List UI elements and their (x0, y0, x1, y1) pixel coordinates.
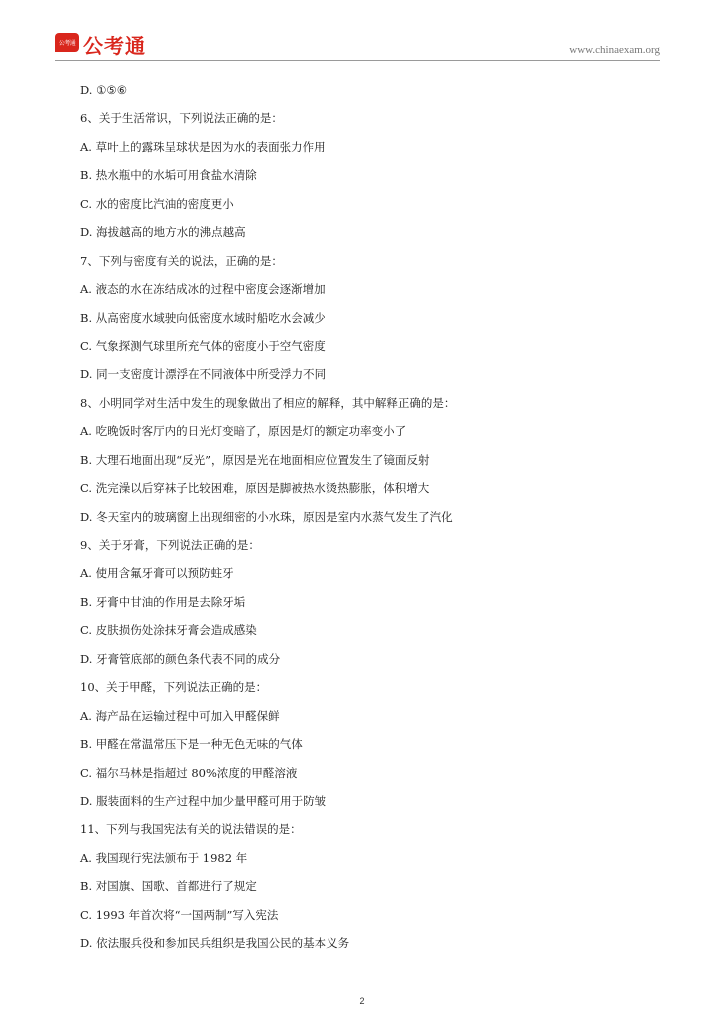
option-8d: D. 冬天室内的玻璃窗上出现细密的小水珠，原因是室内水蒸气发生了汽化 (80, 509, 453, 524)
option-11c: C. 1993 年首次将“一国两制”写入宪法 (80, 907, 279, 922)
question-8: 8、小明同学对生活中发生的现象做出了相应的解释，其中解释正确的是： (80, 395, 456, 410)
site-url: www.chinaexam.org (569, 44, 660, 56)
option-8b: B. 大理石地面出现“反光”，原因是光在地面相应位置发生了镜面反射 (80, 452, 430, 467)
option-10c: C. 福尔马林是指超过 80%浓度的甲醛溶液 (80, 765, 298, 780)
option-9c: C. 皮肤损伤处涂抹牙膏会造成感染 (80, 623, 257, 638)
logo-text: 公考通 (83, 34, 146, 58)
option-8c: C. 洗完澡以后穿袜子比较困难，原因是脚被热水烫热膨胀，体积增大 (80, 481, 430, 496)
option-8a: A. 吃晚饭时客厅内的日光灯变暗了，原因是灯的额定功率变小了 (80, 424, 407, 439)
question-11: 11、下列与我国宪法有关的说法错误的是： (80, 822, 302, 837)
page-header (0, 0, 724, 64)
option-7a: A. 液态的水在冻结成冰的过程中密度会逐渐增加 (80, 282, 326, 297)
option-11a: A. 我国现行宪法颁布于 1982 年 (80, 850, 248, 865)
question-7: 7、下列与密度有关的说法，正确的是： (80, 253, 283, 268)
option-7d: D. 同一支密度计漂浮在不同液体中所受浮力不同 (80, 367, 327, 382)
text-line: D. ①⑤⑥ (80, 83, 128, 97)
option-10b: B. 甲醛在常温常压下是一种无色无味的气体 (80, 737, 303, 752)
logo-icon: 公考通 (55, 33, 79, 52)
option-9a: A. 使用含氟牙膏可以预防蛀牙 (80, 566, 234, 581)
document-body (80, 76, 680, 958)
option-9d: D. 牙膏管底部的颜色条代表不同的成分 (80, 651, 281, 666)
option-10a: A. 海产品在运输过程中可加入甲醛保鲜 (80, 708, 280, 723)
option-7c: C. 气象探测气球里所充气体的密度小于空气密度 (80, 338, 326, 353)
option-11d: D. 依法服兵役和参加民兵组织是我国公民的基本义务 (80, 936, 350, 951)
question-10: 10、关于甲醛，下列说法正确的是： (80, 680, 268, 695)
page-number: 2 (359, 996, 365, 1006)
option-10d: D. 服装面料的生产过程中加少量甲醛可用于防皱 (80, 793, 327, 808)
header-divider (55, 60, 660, 61)
option-6a: A. 草叶上的露珠呈球状是因为水的表面张力作用 (80, 139, 326, 154)
question-6: 6、关于生活常识，下列说法正确的是： (80, 111, 283, 126)
option-6d: D. 海拔越高的地方水的沸点越高 (80, 225, 246, 240)
option-9b: B. 牙膏中甘油的作用是去除牙垢 (80, 594, 246, 609)
question-9: 9、关于牙膏，下列说法正确的是： (80, 538, 260, 552)
option-6c: C. 水的密度比汽油的密度更小 (80, 196, 234, 211)
option-7b: B. 从高密度水域驶向低密度水域时船吃水会减少 (80, 310, 326, 325)
option-6b: B. 热水瓶中的水垢可用食盐水清除 (80, 168, 257, 183)
option-11b: B. 对国旗、国歌、首都进行了规定 (80, 879, 257, 894)
